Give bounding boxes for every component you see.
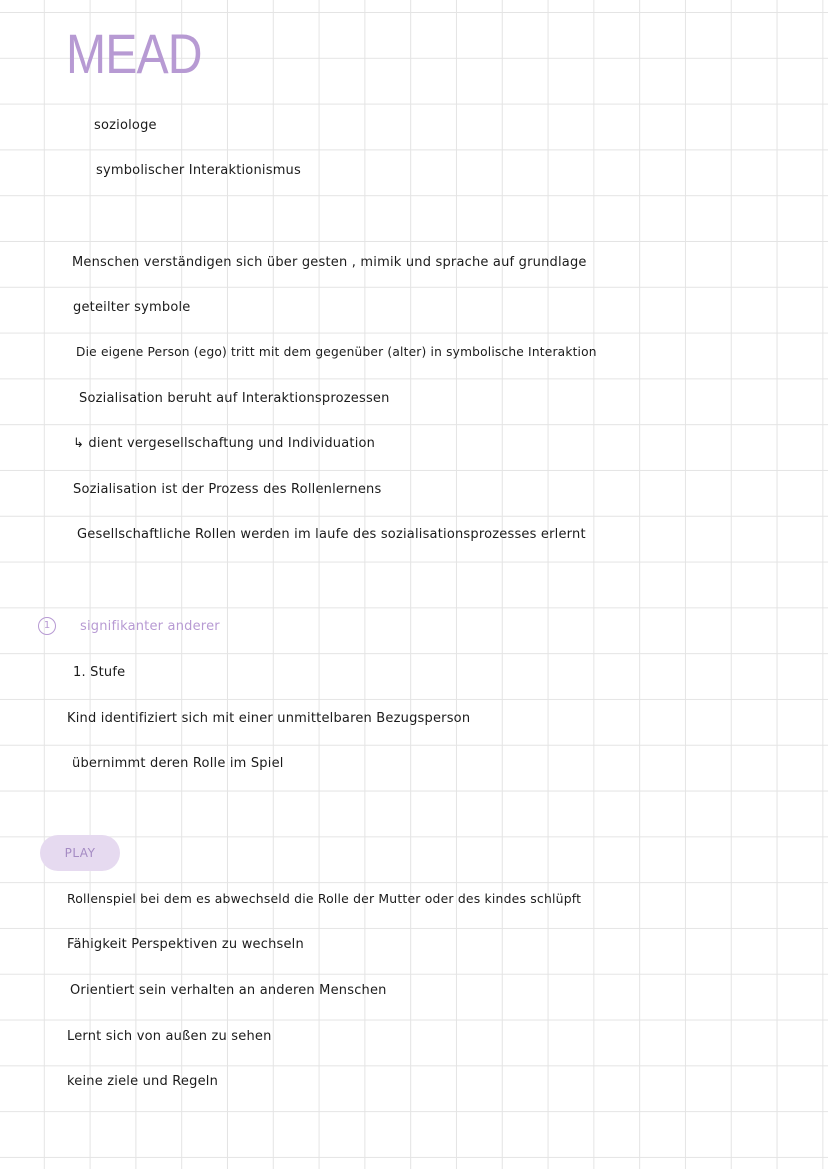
section-line: 1. Stufe (73, 665, 126, 680)
section-number-badge: 1 (38, 617, 56, 635)
body-line: Menschen verständigen sich über gesten , mimik und sprache auf grundlage (72, 255, 587, 270)
page-title: MEAD (66, 22, 202, 85)
body-line: geteilter symbole (73, 300, 191, 315)
section-line: übernimmt deren Rolle im Spiel (72, 756, 284, 771)
body-line: Die eigene Person (ego) tritt mit dem gegenüber (alter) in symbolische Interaktion (76, 345, 597, 359)
body-line: Gesellschaftliche Rollen werden im laufe des sozialisationsprozesses erlernt (77, 527, 586, 542)
section-heading: signifikanter anderer (80, 619, 220, 634)
body-line: Sozialisation ist der Prozess des Rollenlernens (73, 482, 382, 497)
play-label-badge: PLAY (40, 835, 120, 871)
body-line: Sozialisation beruht auf Interaktionsprozessen (79, 391, 390, 406)
subtitle-line: soziologe (94, 118, 157, 133)
play-line: Rollenspiel bei dem es abwechseld die Rolle der Mutter oder des kindes schlüpft (67, 891, 582, 906)
subtitle-line: symbolischer Interaktionismus (96, 163, 301, 178)
play-line: Orientiert sein verhalten an anderen Menschen (70, 983, 387, 998)
body-line: ↳ dient vergesellschaftung und Individuation (73, 436, 376, 451)
play-line: keine ziele und Regeln (67, 1074, 219, 1089)
play-line: Lernt sich von außen zu sehen (67, 1029, 272, 1044)
section-line: Kind identifiziert sich mit einer unmittelbaren Bezugsperson (67, 711, 471, 726)
play-line: Fähigkeit Perspektiven zu wechseln (67, 937, 304, 952)
